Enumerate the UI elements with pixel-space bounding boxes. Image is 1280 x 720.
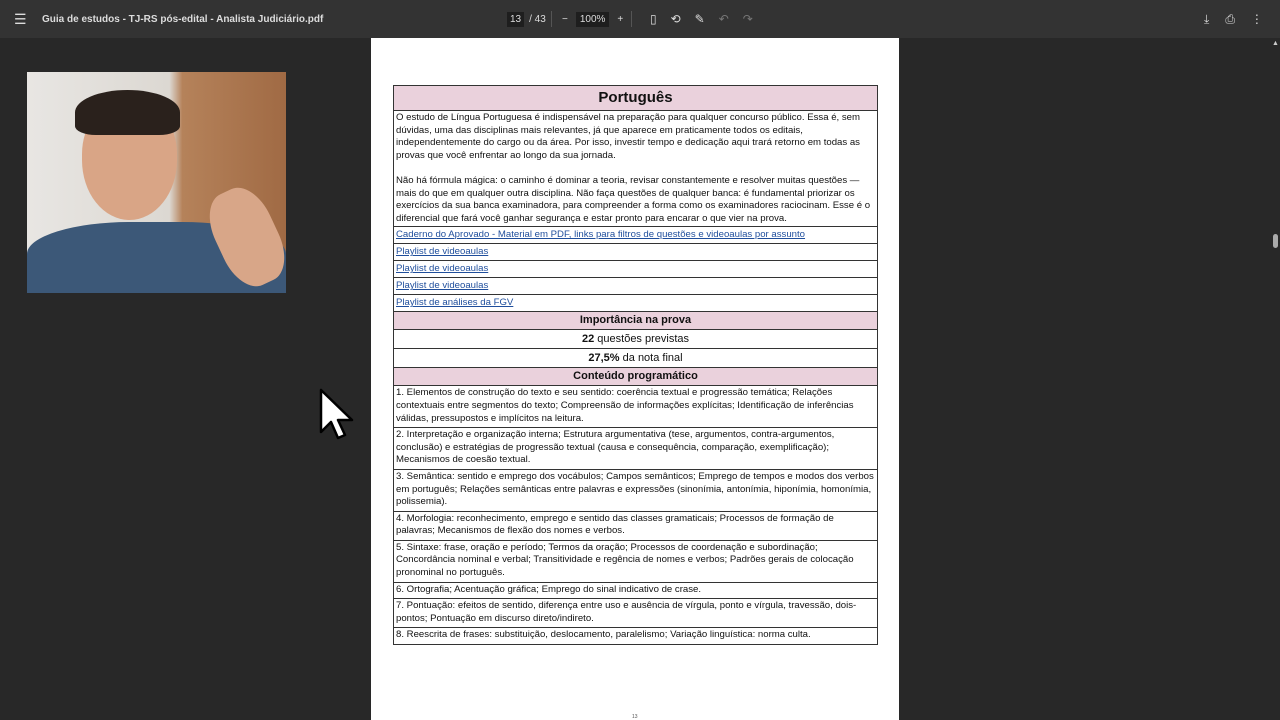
subject-table <box>393 85 878 645</box>
pdf-toolbar <box>0 0 1280 38</box>
content-item: 3. Semântica: sentido e emprego dos vocábulos; Campos semânticos; Emprego de tempos e modos dos verbos em português; Relações semânticas entre palavras e expressões (sinonímia, antonímia, hiponímia, homonímia, polissemia). <box>394 469 877 511</box>
content-item: 5. Sintaxe: frase, oração e período; Termos da oração; Processos de coordenação e subordinação; Concordância nominal e verbal; Transitividade e regência de nomes e verbos; Padrões gerais de colocação pronominal no português. <box>394 540 877 582</box>
questions-count <box>394 329 877 348</box>
webcam-overlay <box>27 72 286 293</box>
view-tools <box>650 0 753 38</box>
download-icon[interactable]: ⤓ <box>1204 11 1210 26</box>
annotate-icon[interactable]: ✎ <box>694 12 705 26</box>
scrollbar[interactable] <box>1270 38 1280 720</box>
link-caderno-aprovado[interactable]: Caderno do Aprovado - Material em PDF, links para filtros de questões e videoaulas por assunto <box>396 229 806 241</box>
link-playlist-fgv[interactable]: Playlist de análises da FGV <box>396 297 514 309</box>
document-title: Guia de estudos - TJ-RS pós-edital - Analista Judiciário.pdf <box>42 13 324 25</box>
importance-header: Importância na prova <box>394 311 877 329</box>
divider <box>551 11 552 27</box>
percent-label: da nota final <box>619 352 683 365</box>
intro-paragraph-2: Não há fórmula mágica: o caminho é dominar a teoria, revisar constantemente e resolver muitas questões — mais do que em qualquer outra disciplina. Não faça questões de qualquer banca: é fundamental priorizar os exercícios da sua banca examinadora, para compreender a forma como os examinadores raciocinam. Esse é o diferencial que fará você ganhar segurança e estar pronto para encarar o que vier na prova. <box>396 174 871 224</box>
more-options-icon[interactable]: ⋮ <box>1250 12 1263 26</box>
zoom-out-icon[interactable]: − <box>562 13 568 25</box>
grade-percent <box>394 348 877 367</box>
fit-page-icon[interactable]: ▯ <box>650 12 657 26</box>
percent-number: 27,5% <box>588 352 620 365</box>
content-item: 2. Interpretação e organização interna; Estrutura argumentativa (tese, argumentos, contra-argumentos, conclusão) e estratégias de progressão textual (causa e consequência, comparação, exemplificação); Mecanismos de coesão textual. <box>394 427 877 469</box>
mouse-cursor-icon <box>318 388 358 444</box>
intro-text <box>394 110 877 226</box>
file-tools <box>1204 0 1263 38</box>
print-icon[interactable]: ⎙ <box>1225 11 1235 26</box>
intro-paragraph-1: O estudo de Língua Portuguesa é indispensável na preparação para qualquer concurso público. Essa é, sem dúvidas, uma das disciplinas mais relevantes, já que aparece em praticamente todos os editais, independentemente do cargo ou da área. Por isso, investir tempo e dedicação aqui trará retorno em todas as provas que você enfrentar ao longo da sua jornada. <box>396 112 860 161</box>
link-playlist-videoaulas[interactable]: Playlist de videoaulas <box>396 280 489 292</box>
questions-label: questões previstas <box>594 333 690 346</box>
rotate-icon[interactable]: ⟲ <box>670 12 681 26</box>
page-navigation <box>507 0 552 38</box>
link-playlist-videoaulas[interactable]: Playlist de videoaulas <box>396 263 489 275</box>
undo-icon[interactable]: ↶ <box>718 12 729 26</box>
page-number: 13 <box>632 714 638 720</box>
redo-icon[interactable]: ↷ <box>742 12 753 26</box>
scroll-up-icon[interactable]: ▲ <box>1272 40 1279 47</box>
page-number-input[interactable]: 13 <box>507 12 524 27</box>
content-header: Conteúdo programático <box>394 367 877 385</box>
scrollbar-thumb[interactable] <box>1273 234 1278 248</box>
menu-icon[interactable]: ☰ <box>14 10 27 27</box>
divider <box>631 11 632 27</box>
link-playlist-videoaulas[interactable]: Playlist de videoaulas <box>396 246 489 258</box>
content-item: 1. Elementos de construção do texto e seu sentido: coerência textual e progressão temática; Relações contextuais entre segmentos do texto; Compreensão de informações explícitas; Identificação de inferências válidas, pressupostos e implícitos na leitura. <box>394 385 877 427</box>
zoom-input[interactable]: 100% <box>576 12 610 27</box>
content-item: 4. Morfologia: reconhecimento, emprego e sentido das classes gramaticais; Processos de formação de palavras; Mecanismos de flexão dos nomes e verbos. <box>394 511 877 540</box>
presenter-hair <box>75 90 180 135</box>
content-item: 8. Reescrita de frases: substituição, deslocamento, paralelismo; Variação linguística: norma culta. <box>394 627 877 644</box>
zoom-controls <box>562 0 632 38</box>
questions-number: 22 <box>581 333 595 346</box>
pdf-page <box>371 38 899 720</box>
zoom-in-icon[interactable]: + <box>617 13 624 25</box>
page-total: / 43 <box>529 13 546 25</box>
content-item: 7. Pontuação: efeitos de sentido, diferença entre uso e ausência de vírgula, ponto e vírgula, travessão, dois-pontos; Pontuação em discurso direto/indireto. <box>394 598 877 627</box>
content-item: 6. Ortografia; Acentuação gráfica; Emprego do sinal indicativo de crase. <box>394 582 877 599</box>
section-title: Português <box>394 86 877 110</box>
